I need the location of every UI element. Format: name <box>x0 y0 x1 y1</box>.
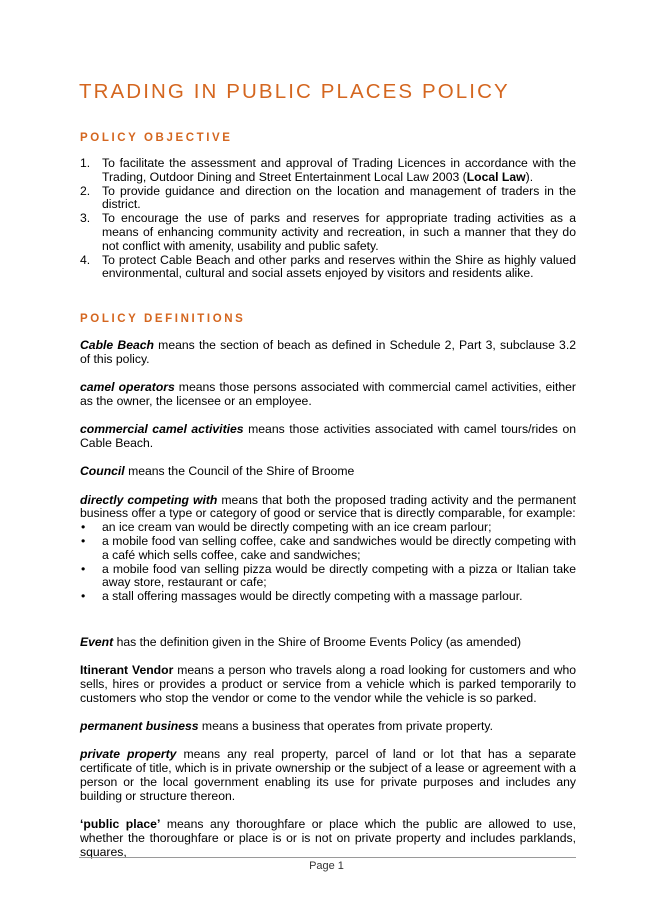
objective-number: 2. <box>80 183 91 198</box>
document-title: TRADING IN PUBLIC PLACES POLICY <box>79 80 510 103</box>
definition-text: means that both the proposed trading activity and the permanent business offer a type or category of good or service that is directly comparable, for example: <box>80 492 576 521</box>
definition-private-property <box>80 748 576 803</box>
definition-text: means a person who travels along a road looking for customers and who sells, hires or provides a product or service from a vehicle which is parked temporarily to customers who stop the vendor or come to the vendor while the vehicle is so parked. <box>80 663 577 705</box>
objective-item <box>80 254 576 282</box>
definition-term: Itinerant Vendor <box>80 663 174 678</box>
definition-cable-beach <box>80 339 576 367</box>
definition-directly-competing <box>80 494 576 522</box>
objective-text: To provide guidance and direction on the location and management of traders in the district. <box>102 183 576 212</box>
bullet-icon: • <box>81 520 86 535</box>
objective-item <box>80 157 576 185</box>
definition-term: Event <box>80 634 114 649</box>
bullet-icon: • <box>81 533 86 548</box>
definition-itinerant-vendor <box>80 664 576 705</box>
definition-text: means any real property, parcel of land or lot that has a separate certificate of title, which is in private ownership or the subject of a lease or agreement with a person or the local government enabling its use for private purposes and includes any building or structure thereon. <box>80 747 576 803</box>
definition-text: means those persons associated with commercial camel activities, either as the owner, the licensee or an employee. <box>80 380 576 408</box>
page-number: Page 1 <box>309 860 344 872</box>
definitions-list <box>80 339 576 874</box>
definition-term: Cable Beach <box>80 338 154 352</box>
definition-text: means the Council of the Shire of Broome <box>124 464 355 479</box>
definition-permanent-business <box>80 720 576 734</box>
objective-number: 4. <box>80 252 91 267</box>
objective-text: To protect Cable Beach and other parks and reserves within the Shire as highly valued environmental, cultural and social assets enjoyed by visitors and residents alike. <box>102 252 576 281</box>
bullet-icon: • <box>81 561 86 576</box>
definition-public-place <box>80 818 576 859</box>
definition-council <box>80 465 576 479</box>
definition-term: Council <box>80 464 125 479</box>
definition-text: has the definition given in the Shire of Broome Events Policy (as amended) <box>113 634 522 649</box>
definition-term: ‘public place’ <box>80 817 161 832</box>
local-law-term: Local Law <box>466 169 526 184</box>
definition-text: means a business that operates from private property. <box>198 719 493 734</box>
bullet-item <box>80 535 576 563</box>
bullet-text: a mobile food van selling coffee, cake and sandwiches would be directly competing with a café which sells coffee, cake and sandwiches; <box>102 533 576 562</box>
objective-text: To encourage the use of parks and reserves for appropriate trading activities as a means of enhancing community activity and recreation, in such a manner that they do not conflict with amenity, usability and public safety. <box>102 211 576 253</box>
bullet-text: a mobile food van selling pizza would be directly competing with a pizza or Italian take away store, restaurant or cafe; <box>102 561 576 590</box>
definition-event <box>80 636 576 650</box>
definition-camel-operators <box>80 381 576 409</box>
definition-text: means any thoroughfare or place which the public are allowed to use, whether the thoroughfare or place is or is not on private property and includes parklands, squares, <box>80 817 576 859</box>
objectives-list <box>80 157 576 281</box>
definitions-heading: POLICY DEFINITIONS <box>80 313 246 325</box>
objective-item <box>80 185 576 213</box>
examples-bullet-list <box>80 521 576 604</box>
definition-term: directly competing with <box>80 492 218 507</box>
bullet-text: a stall offering massages would be directly competing with a massage parlour. <box>102 589 523 604</box>
objective-item <box>80 212 576 253</box>
definition-term: camel operators <box>80 380 175 395</box>
bullet-text: an ice cream van would be directly competing with an ice cream parlour; <box>102 520 492 535</box>
bullet-item <box>80 521 576 535</box>
objective-text-end: ). <box>525 169 534 184</box>
objective-heading: POLICY OBJECTIVE <box>80 132 233 144</box>
definition-term: permanent business <box>80 719 199 734</box>
footer-divider <box>79 857 576 858</box>
objective-number: 1. <box>80 156 91 170</box>
bullet-item <box>80 590 576 604</box>
objective-number: 3. <box>80 211 91 226</box>
definition-text: means the section of beach as defined in Schedule 2, Part 3, subclause 3.2 of this policy. <box>80 338 576 366</box>
bullet-item <box>80 563 576 591</box>
objective-text: To facilitate the assessment and approval of Trading Licences in accordance with the Trading, Outdoor Dining and Street Entertainment Local Law 2003 ( <box>102 156 576 184</box>
definition-text: means those activities associated with camel tours/rides on Cable Beach. <box>80 422 576 450</box>
definition-term: commercial camel activities <box>80 422 244 437</box>
definition-term: private property <box>80 747 177 762</box>
definition-commercial-camel-activities <box>80 423 576 451</box>
bullet-icon: • <box>81 589 86 604</box>
